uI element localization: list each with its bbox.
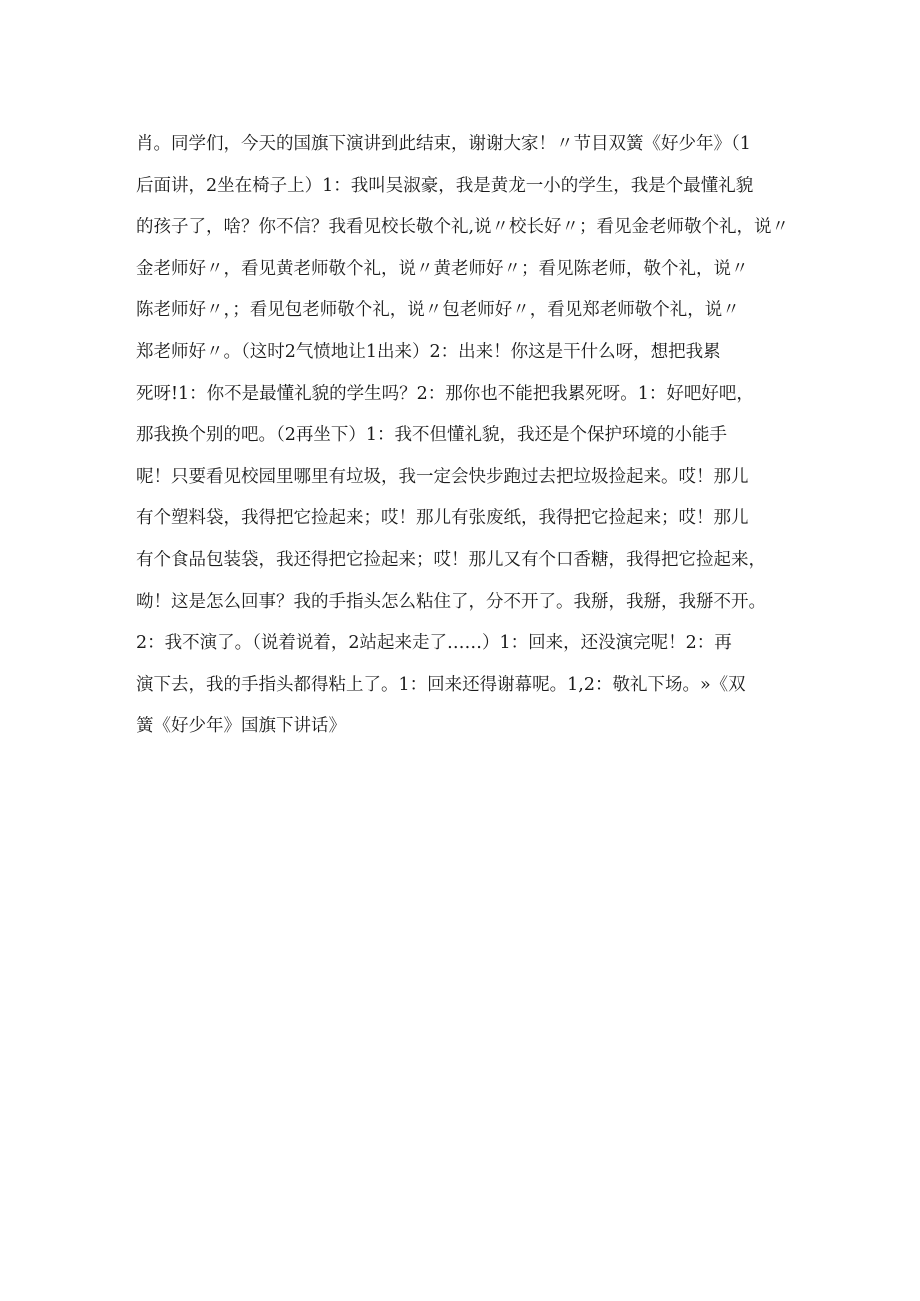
- text-line: 呦！这是怎么回事？我的手指头怎么粘住了，分不开了。我掰，我掰，我掰不开。: [136, 591, 766, 612]
- text-line: 有个塑料袋，我得把它捡起来；哎！那儿有张废纸，我得把它捡起来；哎！那儿: [136, 508, 749, 529]
- text-line: 陈老师好〃，；看见包老师敬个礼，说〃包老师好〃，看见郑老师敬个礼，说〃: [136, 300, 740, 321]
- text-line: 那我换个别的吧。（2再坐下）1：我不但懂礼貌，我还是个保护环境的小能手: [136, 425, 728, 446]
- text-line: 演下去，我的手指头都得粘上了。1：回来还得谢幕呢。1,2：敬礼下场。»《双: [136, 674, 746, 695]
- body-text: [136, 124, 806, 748]
- text-line: 死呀!1：你不是最懂礼貌的学生吗？2：那你也不能把我累死呀。1：好吧好吧，: [136, 383, 754, 404]
- text-line: 金老师好〃，看见黄老师敬个礼，说〃黄老师好〃；看见陈老师，敬个礼，说〃: [136, 258, 749, 279]
- text-line: 后面讲，2坐在椅子上）1：我叫吴淑豪，我是黄龙一小的学生，我是个最懂礼貌: [136, 175, 754, 196]
- text-line: 的孩子了，啥？你不信？我看见校长敬个礼,说〃校长好〃；看见金老师敬个礼，说〃: [136, 217, 790, 238]
- text-line: 肖。同学们，今天的国旗下演讲到此结束，谢谢大家！〃节目双簧《好少年》（1: [136, 134, 751, 154]
- text-line: 有个食品包装袋，我还得把它捡起来；哎！那儿又有个口香糖，我得把它捡起来，: [136, 549, 766, 570]
- text-line: 呢！只要看见校园里哪里有垃圾，我一定会快步跑过去把垃圾捡起来。哎！那儿: [136, 466, 749, 487]
- text-line: 郑老师好〃。（这时2气愤地让1出来）2：出来！你这是干什么呀，想把我累: [136, 341, 721, 362]
- text-line: 簧《好少年》国旗下讲话》: [136, 716, 346, 737]
- text-line: 2：我不演了。（说着说着，2站起来走了……）1：回来，还没演完呢！2：再: [136, 633, 732, 654]
